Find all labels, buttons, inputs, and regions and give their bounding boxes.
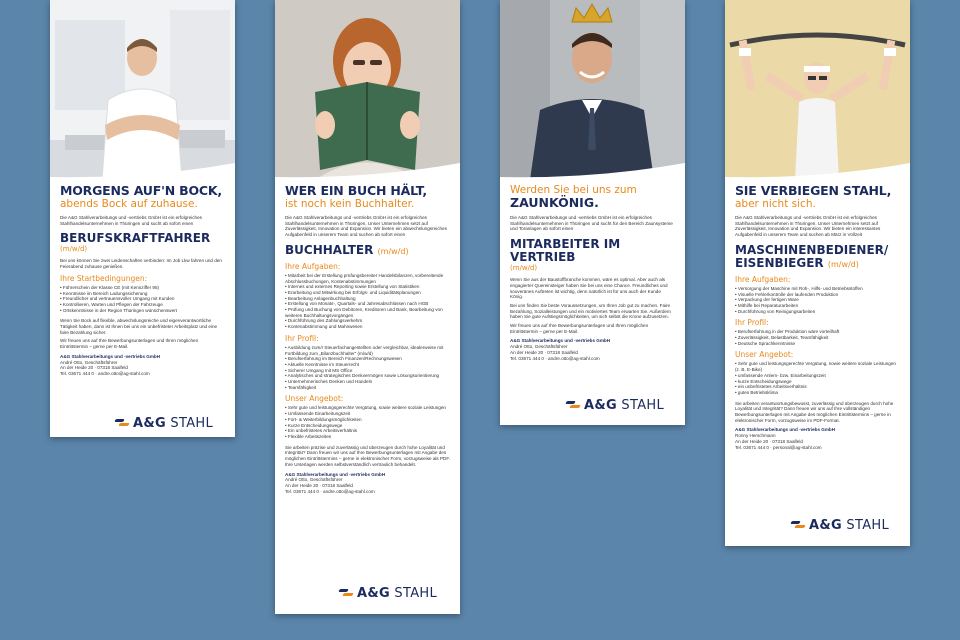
closing-text: Wenn Sie Bock auf flexible, abwechslungsreiche und eigenverantwortliche Tätigkeit haben, dann ist Ihnen bei uns ein unbefristeter Arbeitsplatz und eine faire Bezahlung sicher.	[60, 318, 218, 335]
list-item: • Unternehmerisches Denken und Handeln	[285, 379, 450, 385]
contact-person: André Otto, Geschäftsführer	[285, 477, 343, 483]
section-heading: Ihr Profil:	[735, 318, 769, 328]
list-item: • Internes und externes Reporting sowie Erstellung von Statistiken	[285, 284, 450, 290]
list-item: • Teamfähigkeit	[285, 385, 450, 391]
list-item: • Sicherer Umgang mit MS Office	[285, 368, 450, 374]
list-item: • kurze Entscheidungswege	[735, 379, 900, 385]
subline: ist noch kein Buchhalter.	[285, 198, 415, 210]
ag-stahl-logo: A&G STAHL	[115, 416, 213, 431]
requirements-list	[60, 285, 225, 314]
ag-stahl-logo: A&G STAHL	[791, 518, 889, 533]
profile-list	[735, 329, 900, 346]
phone-email: Tel. 03671 444 0 · andre.otto@ag-stahl.com	[285, 488, 375, 494]
logo-mark-icon	[339, 588, 353, 599]
job-title: MITARBEITER IM VERTRIEB	[510, 237, 621, 265]
logo-mark-icon	[115, 418, 129, 429]
company-name: A&G Stahlverarbeitungs und -vertriebs GmbH	[60, 353, 161, 359]
list-item: • Kontenabstimmung und Mahnwesen	[285, 324, 450, 330]
address: An der Heide 20 · 07318 Saalfeld	[510, 349, 578, 355]
section-heading: Ihre Aufgaben:	[285, 261, 341, 271]
company-name: A&G Stahlverarbeitungs und -vertriebs GmbH	[510, 338, 611, 344]
photo-book-reader	[275, 0, 460, 180]
contact-block	[285, 472, 450, 495]
list-item: • Fort- & Weiterbildungsmöglichkeiten	[285, 417, 450, 423]
contact-person: Ronny Herschmann	[735, 433, 776, 439]
tasks-list	[735, 286, 900, 315]
contact-block	[510, 338, 675, 361]
phone-email: Tel. 03671 444 0 · andre.otto@ag-stahl.com	[510, 355, 600, 361]
headline: Werden Sie bei uns zum	[510, 184, 637, 196]
headline: MORGENS AUF'N BOCK,	[60, 183, 222, 198]
photo-driver	[50, 0, 235, 180]
offer-list	[285, 405, 450, 439]
contact-person: André Otto, Geschäftsführer	[510, 344, 568, 350]
job-suffix: (m/w/d)	[60, 245, 88, 254]
list-item: • Berufserfahrung in der Produktion wäre vorteilhaft	[735, 329, 900, 335]
list-item: • Deutsche Sprachkenntnisse	[735, 341, 900, 347]
job-suffix: (m/w/d)	[377, 246, 409, 256]
list-item: • Flexible Arbeitszeiten	[285, 434, 450, 440]
contact-person: André Otto, Geschäftsführer	[60, 359, 118, 365]
list-item: • Mitarbeit bei der Erstellung prüfungsbereiter Handelsbilanzen, vorbereitende Abschlussbuchungen, Kontenabstimmungen	[285, 273, 450, 284]
subline: abends Bock auf zuhause.	[60, 198, 198, 210]
address: An der Heide 20 · 07318 Saalfeld	[285, 482, 353, 488]
closing-text: Sie arbeiten präzise und zuverlässig und überzeugen durch hohe Loyalität und Integrität? Dann freuen wir uns auf Ihre Bewerbungsunterlagen mit Angabe des möglichen Eintrittstermins – gerne in elektronischer Form, vorzugsweise als PDF. Ihre Unterlagen werden selbstverständlich vertraulich behandelt.	[285, 444, 450, 467]
list-item: • Berufserfahrung im Bereich Finanzen/Rechnungswesen	[285, 356, 450, 362]
address: An der Heide 20 · 07318 Saalfeld	[735, 438, 803, 444]
list-item: • Sehr gute und leistungsgerechte Vergütung, sowie weitere soziale Leistungen	[285, 405, 450, 411]
list-item: • Führerschein der Klasse CE (mit Kennziffer 95)	[60, 285, 225, 291]
list-item: • Ortskenntnisse in der Region Thüringen wünschenswert	[60, 308, 225, 314]
list-item: • Sehr gute und leistungsgerechte Vergütung, sowie weitere soziale Leistungen (z. B. E-Bike)	[735, 361, 900, 372]
closing-text: Sie arbeiten verantwortungsbewusst, zuverlässig und überzeugen durch hohe Loyalität und Integrität? Dann freuen wir uns auf Ihre vollständigen Bewerbungsunterlagen mit Angabe des möglichen Eintrittstermins – gerne in elektronischer Form, vorzugsweise im PDF-Format.	[735, 400, 894, 423]
list-item: • Kenntnisse im Bereich Ladungssicherung	[60, 291, 225, 297]
body-text-1: Wenn Sie aus der Baustoffbranche kommen, wäre es optimal. Aber auch als engagierter Quereinsteiger haben Sie bei uns eine Chance. Freundliches und souveränes Auftreten ist wichtig, denn natürlich ist für uns auch der Kunde König.	[510, 277, 668, 300]
tasks-list	[285, 273, 450, 330]
list-item: • Ausbildung zum/r Steuerfachangestellten oder vergleichbar, idealerweise mit Fortbildung zum „Bilanzbuchhalter“ (m/w/d)	[285, 345, 450, 356]
address: An der Heide 20 · 07318 Saalfeld	[60, 365, 128, 371]
section-heading: Ihr Profil:	[285, 333, 319, 343]
phone-email: Tel. 03671 444 0 · personal@ag-stahl.com	[735, 444, 822, 450]
job-title: BERUFSKRAFTFAHRER	[60, 231, 211, 246]
intro-text: Die A&G Stahlverarbeitungs und -vertriebs GmbH ist ein erfolgreiches Stahlhandelsunternehmen in Thüringen. Unser Unternehmen setzt auf Zuverlässigkeit, Innovation und Expansion. Wir bieten ein abwechslungsreiches Aufgabenfeld in unserem Team und suchen ab sofort einen	[285, 215, 447, 238]
intro-text: Die A&G Stahlverarbeitungs und -vertriebs GmbH ist ein erfolgreiches Stahlhandelsunternehmen in Thüringen und sucht für den Bereich Zaunsysteme und Toranlagen ab sofort einen	[510, 215, 673, 232]
list-item: • Umfassende Einarbeitungszeit	[285, 411, 450, 417]
list-item: • Durchführung des Zahlungsverkehrs	[285, 318, 450, 324]
headline: WER EIN BUCH HÄLT,	[285, 183, 427, 198]
offer-list	[735, 361, 900, 395]
list-item: • Aktuelle Kenntnisse im Steuerrecht	[285, 362, 450, 368]
job-suffix: (m/w/d)	[510, 264, 538, 273]
logo-mark-icon	[566, 400, 580, 411]
offer-text: Bei uns können Sie zwei Leidenschaften verbinden: Im Job Lkw fahren und den Feierabend zuhause genießen.	[60, 258, 222, 270]
phone-email: Tel. 03671 444 0 · andre.otto@ag-stahl.com	[60, 370, 150, 376]
list-item: • Freundlicher und vertrauensvoller Umgang mit Kunden	[60, 296, 225, 302]
list-item: • Erstellung von Monats-, Quartals- und Jahresabschlüssen nach HGB	[285, 301, 450, 307]
list-item: • Mithilfe bei Reparaturarbeiten	[735, 303, 900, 309]
section-heading: Unser Angebot:	[735, 350, 794, 360]
list-item: • Durchführung von Reinigungsarbeiten	[735, 309, 900, 315]
profile-list	[285, 345, 450, 391]
subline: aber nicht sich.	[735, 198, 816, 210]
intro-text: Die A&G Stahlverarbeitungs und -vertriebs GmbH ist ein erfolgreiches Stahlhandelsunternehmen in Thüringen. Unser Unternehmen setzt auf Zuverlässigkeit, Innovation und Expansion. Wir bieten ein interessantes Aufgabenfeld in unserem Team und suchen ab März in Vollzeit	[735, 215, 881, 238]
contact-block	[735, 427, 900, 450]
section-heading: Unser Angebot:	[285, 394, 344, 404]
list-item: • Kontrollieren, Warten und Pflegen der Fahrzeuge	[60, 302, 225, 308]
list-item: • Erarbeitung und Mitwirkung bei Erfolgs- und Liquiditätsplanungen	[285, 290, 450, 296]
subline: ZAUNKÖNIG.	[510, 195, 599, 210]
job-title: BUCHHALTER (m/w/d)	[285, 242, 409, 257]
list-item: • Versorgung der Maschine mit Roh-, Hilfs- und Betriebsstoffen	[735, 286, 900, 292]
ag-stahl-logo: A&G STAHL	[566, 398, 664, 413]
logo-mark-icon	[791, 520, 805, 531]
list-item: • Kurze Entscheidungswege	[285, 423, 450, 429]
list-item: • Prüfung und Buchung von Debitoren, Kreditoren und Bank, Bearbeitung von weiteren Buchhaltungsvorgängen	[285, 307, 450, 318]
photo-bending-steel	[725, 0, 910, 180]
flyer-berufskraftfahrer	[50, 0, 235, 437]
body-text-3: Wir freuen uns auf Ihre Bewerbungsunterlagen und Ihren möglichen Eintrittstermin – gerne per E-Mail.	[510, 323, 649, 334]
body-text-2: Bei uns finden Sie beste Voraussetzungen, um Ihren Job gut zu machen. Faire Bezahlung, Sozialleistungen und ein motiviertes Team erwarten Sie. Außerdem haben Sie gute Aufstiegsmöglichkeiten, um sich selbst die Krone aufzusetzen.	[510, 302, 671, 320]
contact-block	[60, 354, 225, 377]
job-suffix: (m/w/d)	[827, 259, 859, 269]
closing-text-2: Wir freuen uns auf Ihre Bewerbungsunterlagen und Ihren möglichen Eintrittstermin – gerne per E-Mail.	[60, 338, 199, 350]
intro-text: Die A&G Stahlverarbeitungs und -vertriebs GmbH ist ein erfolgreiches Stahlhandelsunternehmen in Thüringen und sucht ab sofort einen	[60, 215, 202, 226]
company-name: A&G Stahlverarbeitungs und -vertriebs GmbH	[735, 427, 836, 433]
flyer-vertrieb	[500, 0, 685, 425]
list-item: • Zuverlässigkeit, Belastbarkeit, Teamfähigkeit	[735, 335, 900, 341]
list-item: • Ein unbefristetes Arbeitsverhältnis	[285, 428, 450, 434]
job-title: MASCHINENBEDIENER/ EISENBIEGER (m/w/d)	[735, 242, 889, 270]
list-item: • Verpackung der fertigen Ware	[735, 297, 900, 303]
company-name: A&G Stahlverarbeitungs und -vertriebs GmbH	[285, 471, 386, 477]
flyer-buchhalter	[275, 0, 460, 614]
list-item: • umfassende Anlern- bzw. Einarbeitungszeit	[735, 373, 900, 379]
list-item: • ein unbefristetes Arbeitsverhältnis	[735, 384, 900, 390]
list-item: • Analytisches und strategisches Denkvermögen sowie Lösungsorientierung	[285, 373, 450, 379]
section-heading: Ihre Startbedingungen:	[60, 273, 148, 283]
flyer-maschinenbediener	[725, 0, 910, 546]
ag-stahl-logo: A&G STAHL	[339, 586, 437, 601]
headline: SIE VERBIEGEN STAHL,	[735, 183, 892, 198]
section-heading: Ihre Aufgaben:	[735, 274, 791, 284]
list-item: • Visuelle Fehlerkontrolle der laufenden Produktion	[735, 292, 900, 298]
list-item: • gutes Betriebsklima	[735, 390, 900, 396]
list-item: • Bearbeitung Anlagenbuchhaltung	[285, 296, 450, 302]
photo-king	[500, 0, 685, 180]
